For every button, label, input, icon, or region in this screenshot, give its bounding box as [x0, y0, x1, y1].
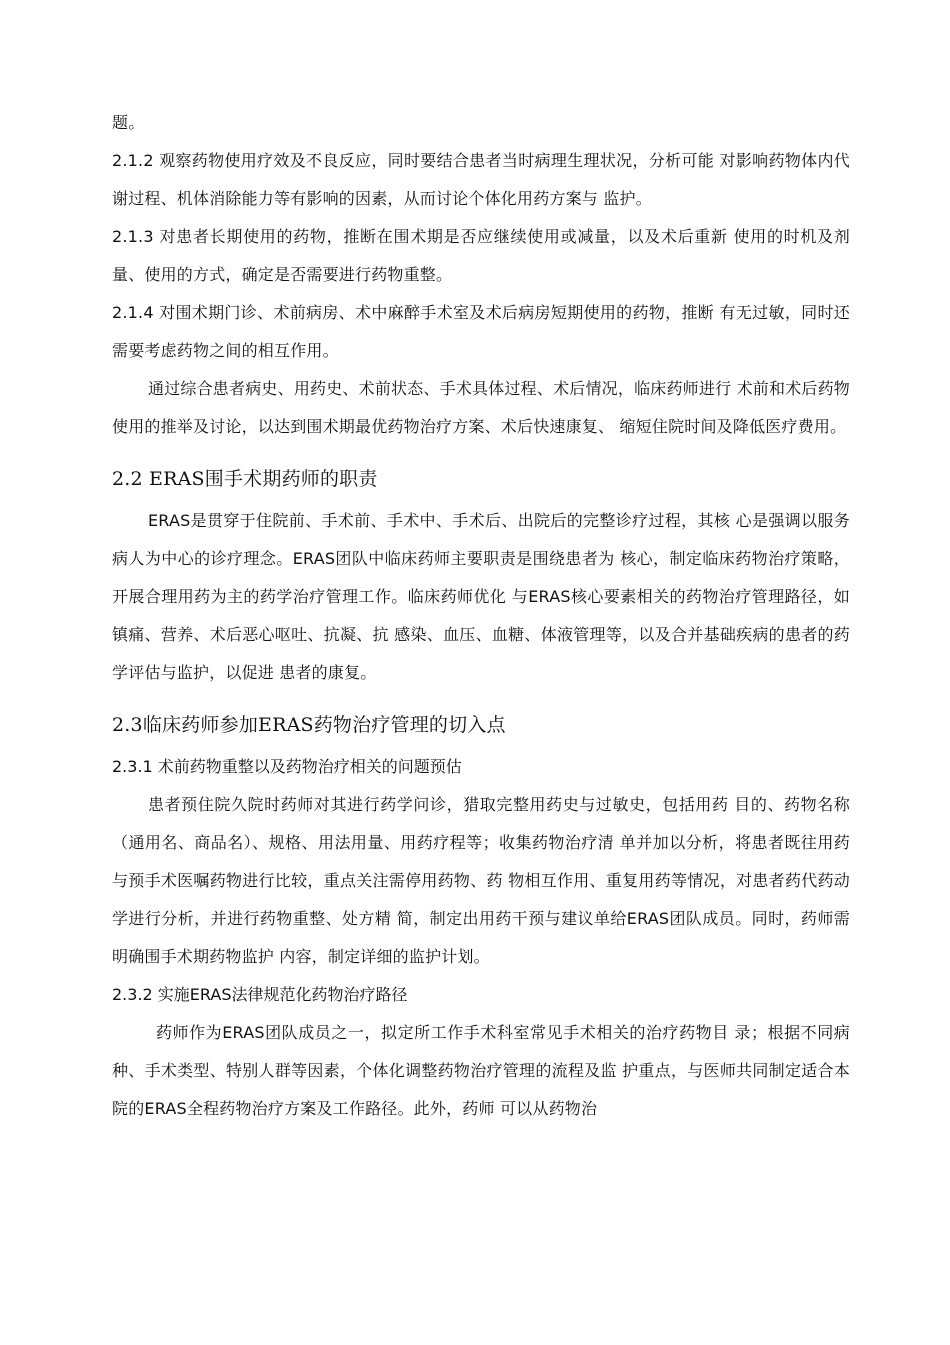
paragraph-continuation: 题。 [112, 113, 145, 132]
section-2-1-4: 2.1.4 对围术期门诊、术前病房、术中麻醉手术室及术后病房短期使用的药物，推断 有无过敏，同时还需要考虑药物之间的相互作用。 [112, 303, 850, 360]
heading-2-3-1: 2.3.1 术前药物重整以及药物治疗相关的问题预估 [112, 757, 462, 776]
paragraph-2-2: ERAS是贯穿于住院前、手术前、手术中、手术后、出院后的完整诊疗过程，其核 心是强调以服务病人为中心的诊疗理念。ERAS团队中临床药师主要职责是围绕患者为 核心，制定临床药物治疗策略，开展合理用药为主的药学治疗管理工作。临床药师优化 与ERAS核心要素相关的药物治疗管理路径，如镇痛、营养、术后恶心呕吐、抗凝、抗 感染、血压、血糖、体液管理等，以及合并基础疾病的患者的药学评估与监护，以促进 患者的康复。 [112, 511, 850, 682]
summary-paragraph: 通过综合患者病史、用药史、术前状态、手术具体过程、术后情况，临床药师进行 术前和术后药物使用的推举及讨论，以达到围术期最优药物治疗方案、术后快速康复、 缩短住院时间及降低医疗费用。 [112, 379, 850, 436]
heading-2-2: 2.2 ERAS围手术期药师的职责 [112, 468, 378, 490]
heading-2-3: 2.3临床药师参加ERAS药物治疗管理的切入点 [112, 714, 506, 736]
section-2-1-3: 2.1.3 对患者长期使用的药物，推断在围术期是否应继续使用或减量，以及术后重新 使用的时机及剂量、使用的方式，确定是否需要进行药物重整。 [112, 227, 850, 284]
heading-2-3-2: 2.3.2 实施ERAS法律规范化药物治疗路径 [112, 985, 408, 1004]
document-body [112, 104, 850, 1128]
paragraph-2-3-2: 药师作为ERAS团队成员之一，拟定所工作手术科室常见手术相关的治疗药物目 录；根据不同病种、手术类型、特别人群等因素，个体化调整药物治疗管理的流程及监 护重点，与医师共同制定适合本院的ERAS全程药物治疗方案及工作路径。此外，药师 可以从药物治 [112, 1023, 850, 1118]
paragraph-2-3-1: 患者预住院久院时药师对其进行药学问诊，猎取完整用药史与过敏史，包括用药 目的、药物名称（通用名、商品名）、规格、用法用量、用药疗程等；收集药物治疗清 单并加以分析，将患者既往用药与预手术医嘱药物进行比较，重点关注需停用药物、药 物相互作用、重复用药等情况，对患者药代药动学进行分析，并进行药物重整、处方精 简，制定出用药干预与建议单给ERAS团队成员。同时，药师需明确围手术期药物监护 内容，制定详细的监护计划。 [112, 795, 850, 966]
section-2-1-2: 2.1.2 观察药物使用疗效及不良反应，同时要结合患者当时病理生理状况，分析可能 对影响药物体内代谢过程、机体消除能力等有影响的因素，从而讨论个体化用药方案与 监护。 [112, 151, 850, 208]
